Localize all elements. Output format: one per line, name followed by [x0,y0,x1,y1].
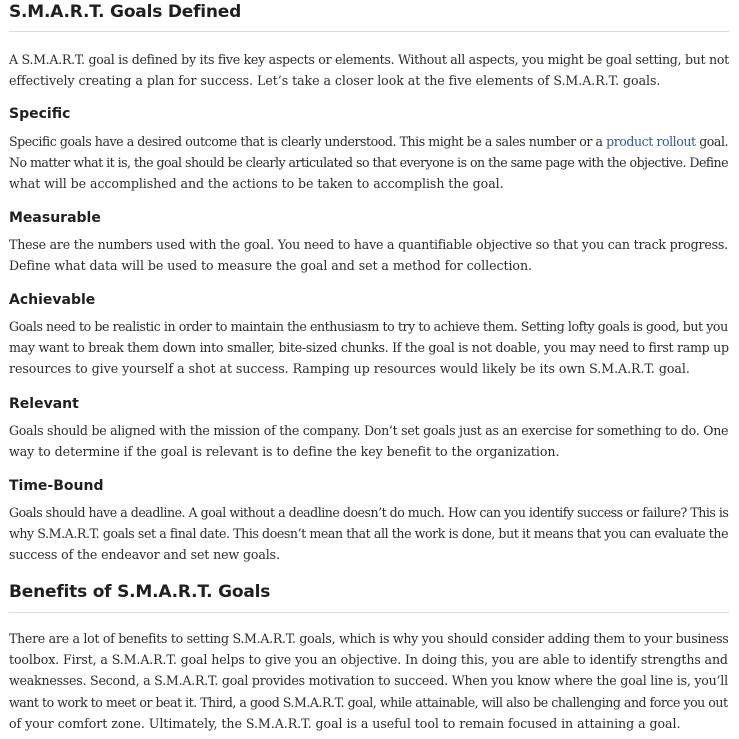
paragraph-line: why S.M.A.R.T. goals set a final date. This doesn’t mean that all the work is done, but it means that you can evaluate the [9,526,729,542]
paragraph-line: There are a lot of benefits to setting S.M.A.R.T. goals, which is why you should consider adding them to your business [9,631,729,646]
paragraph-line: what will be accomplished and the actions to be taken to accomplish the goal. [9,176,504,192]
paragraph-line: Goals should have a deadline. A goal without a deadline doesn’t do much. How can you identify success or failure? This is [9,505,729,520]
product-rollout-link[interactable]: product rollout [606,134,696,149]
paragraph-line: These are the numbers used with the goal. You need to have a quantifiable objective so that you can track progress. [9,237,728,252]
paragraph-line: way to determine if the goal is relevant is to define the key benefit to the organization. [9,444,560,460]
relevant-paragraph [9,420,733,462]
paragraph-line: toolbox. First, a S.M.A.R.T. goal helps to give you an objective. In doing this, you are able to identify strengths and [9,652,728,668]
paragraph-line: A S.M.A.R.T. goal is defined by its five key aspects or elements. Without all aspects, you might be goal setting, but not [9,52,729,67]
section-divider [9,31,729,32]
specific-paragraph [9,131,733,195]
measurable-paragraph [9,234,733,276]
paragraph-line [9,131,733,152]
time-bound-paragraph [9,502,733,566]
paragraph-line: weaknesses. Second, a S.M.A.R.T. goal provides motivation to succeed. When you know where the goal line is, you’ll [9,673,728,689]
section-heading-benefits: Benefits of S.M.A.R.T. Goals [9,582,271,602]
section-heading-smart-goals-defined: S.M.A.R.T. Goals Defined [9,2,242,22]
section-divider [9,612,729,613]
subheading-measurable: Measurable [9,210,101,226]
paragraph-line: Goals need to be realistic in order to maintain the enthusiasm to try to achieve them. Setting lofty goals is good, but you [9,319,728,334]
paragraph-line: may want to break them down into smaller, bite-sized chunks. If the goal is not doable, you may need to first ramp up [9,340,729,356]
text-segment: goal. [695,134,729,149]
paragraph-line: resources to give yourself a shot at success. Ramping up resources would likely be its own S.M.A.R.T. goal. [9,361,690,377]
paragraph-line: No matter what it is, the goal should be clearly articulated so that everyone is on the same page with the objective. Define [9,155,729,171]
benefits-paragraph [9,628,733,734]
subheading-achievable: Achievable [9,292,96,308]
paragraph-line: Goals should be aligned with the mission of the company. Don’t set goals just as an exercise for something to do. One [9,423,729,438]
subheading-time-bound: Time-Bound [9,478,104,494]
paragraph-line: success of the endeavor and set new goals. [9,547,280,563]
achievable-paragraph [9,316,733,380]
subheading-specific: Specific [9,106,71,122]
paragraph-line: of your comfort zone. Ultimately, the S.M.A.R.T. goal is a useful tool to remain focused in attaining a goal. [9,715,681,731]
paragraph-line: effectively creating a plan for success. Let’s take a closer look at the five elements of S.M.A.R.T. goals. [9,73,661,89]
text-segment: Specific goals have a desired outcome that is clearly understood. This might be a sales number or a [9,134,607,149]
subheading-relevant: Relevant [9,396,79,412]
paragraph-line: want to work to meet or beat it. Third, a good S.M.A.R.T. goal, while attainable, will also be challenging and force you out [9,694,728,710]
intro-paragraph [9,49,733,91]
paragraph-line: Define what data will be used to measure the goal and set a method for collection. [9,258,532,274]
